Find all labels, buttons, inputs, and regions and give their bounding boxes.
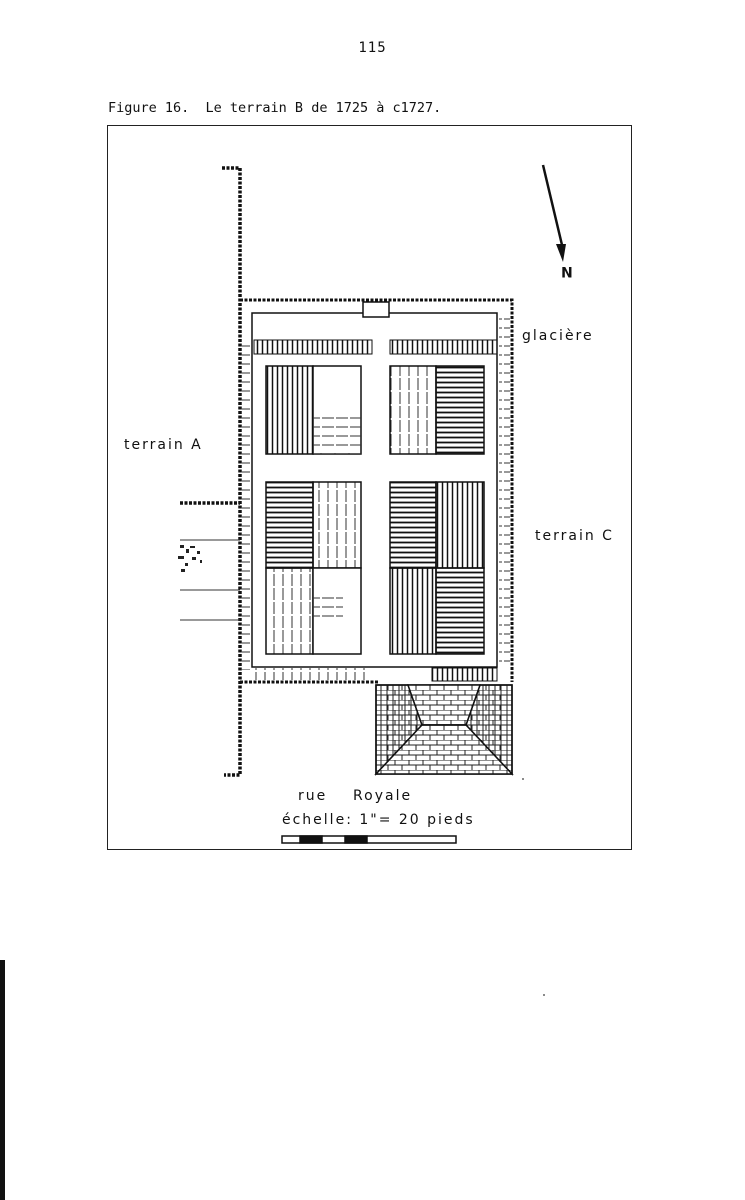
parterre-beds bbox=[266, 366, 484, 654]
speck bbox=[522, 778, 524, 780]
smudge bbox=[178, 545, 202, 572]
figure-caption: Figure 16. Le terrain B de 1725 à c1727. bbox=[108, 100, 442, 116]
scale-bar bbox=[282, 836, 456, 843]
top-strips bbox=[254, 340, 497, 354]
north-label: N bbox=[561, 263, 573, 279]
page-number: 115 bbox=[358, 40, 387, 56]
street-label: rue Royale bbox=[298, 788, 413, 804]
glaciere-label: glacière bbox=[522, 328, 594, 344]
bottom-strips bbox=[254, 668, 497, 681]
scale-label: échelle: 1"= 20 pieds bbox=[282, 812, 475, 828]
terrain-a-boundary bbox=[180, 168, 240, 775]
left-wall-ticks bbox=[241, 340, 250, 670]
right-wall-ticks bbox=[499, 318, 510, 668]
house-roof bbox=[376, 685, 512, 774]
north-arrow-icon bbox=[543, 165, 566, 262]
margin-edge-bar bbox=[0, 960, 5, 1200]
terrain-c-label: terrain C bbox=[535, 528, 614, 544]
speck bbox=[543, 994, 545, 996]
terrain-a-label: terrain A bbox=[124, 437, 203, 453]
glaciere-box bbox=[363, 302, 389, 317]
